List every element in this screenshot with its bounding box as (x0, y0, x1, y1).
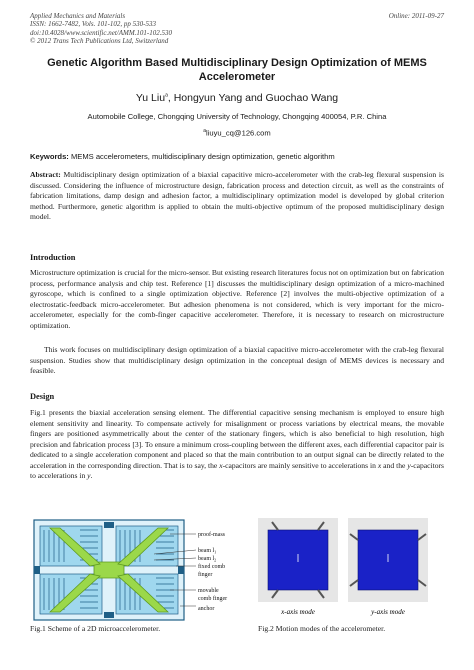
design-paragraph: Fig.1 presents the biaxial acceleration sensing element. The differential capacitive sensing mechanism is employed to ensure high element sensitivity and linearity. To compensate actively for misalignment or process variations by electrical means, the movable fingers are positioned asymmetrically about the center of the stationary fingers, which is also beneficial to high resolution, high precision and fabrication process [3]. To ensure a minimum cross-coupling between the different axes, each differential capacitor pair is dedicated to a single acceleration component and placed so that the main contribution to an output signal can be directly related to the acceleration in the corresponding direction. That is to say, the x-capacitors are mainly sensitive to accelerations in x and the y-capacitors to accelerations in y. (30, 408, 444, 480)
introduction-heading: Introduction (30, 253, 76, 262)
label-beam-l1: beam $l_1$ (198, 548, 217, 555)
email: $^a$liuyu_cq@126.com (203, 128, 271, 138)
x-axis-mode-label: x-axis mode (281, 608, 315, 616)
affiliation: Automobile College, Chongqing University of Technology, Chongqing 400054, P.R. China $^a$liuyu_cq@126.com (30, 110, 444, 141)
introduction-paragraph-1: Microstructure optimization is crucial for the micro-sensor. But existing research literatures focus not on optimization but on fabrication process, performance analysis and chip test. Reference [1] discusses the multidisciplinary design optimization of a micro-machined gyroscope, which is confined to a single optimization objective. Reference [2] involves the multi-objective optimization of a electrostatic-feedback micro-accelerometer. But adhesion phenomena is not considered, which is very important for the micro-accelerometer, especially for the comb-finger capacitive accelerometer. Therefore, it is necessary to research on microstructure optimization. (30, 268, 444, 330)
figure-1-caption: Fig.1 Scheme of a 2D microaccelerometer. (30, 624, 161, 633)
y-axis-mode-label: y-axis mode (371, 608, 405, 616)
online-date: Online: 2011-09-27 (388, 12, 444, 20)
label-movable-finger: comb finger (198, 596, 228, 602)
abstract-paragraph: Abstract: Multidisciplinary design optimization of a biaxial capacitive micro-accelerometer with the crab-leg flexural suspension is discussed. Considering the influence of microstructure design, fabrication process and detection circuit, as well as the constraints of fabrication limitations, damp design and adhesion factor, a multidisciplinary optimization model is developed by global criterion method. Furthermore, genetic algorithm is applied to obtain the multi-objective optimum of the proposed multidisciplinary design model. (30, 170, 444, 221)
label-fixed-finger: finger (198, 572, 213, 578)
x-axis-mode-panel (258, 518, 338, 602)
label-anchor: anchor (198, 606, 215, 612)
issn-line: ISSN: 1662-7482, Vols. 101-102, pp 530-533 (30, 20, 156, 29)
figure-1-accelerometer-scheme (30, 518, 252, 622)
paper-title: Genetic Algorithm Based Multidisciplinary Design Optimization of MEMS Accelerometer (47, 57, 427, 83)
keywords: Keywords: MEMS accelerometers, multidisciplinary design optimization, genetic algorithm (30, 152, 335, 161)
y-axis-mode-panel (348, 518, 428, 602)
introduction-paragraph-2: This work focuses on multidisciplinary design optimization of a biaxial capacitive micro-accelerometer with the crab-leg flexural suspension. Studies show that multidisciplinary design optimization in the conceptual design of MEMS devices is necessary and feasible. (30, 345, 444, 375)
design-heading: Design (30, 392, 55, 401)
journal-name: Applied Mechanics and Materials (30, 12, 126, 20)
label-movable: movable (198, 588, 219, 594)
author-list: Yu Liu$^a$, Hongyun Yang and Guochao Wang (135, 92, 339, 104)
journal-header (30, 12, 172, 46)
label-proof-mass: proof-mass (198, 532, 225, 538)
doi-line: doi:10.4028/www.scientific.net/AMM.101-102.530 (30, 28, 172, 37)
figure-2-motion-modes (258, 518, 428, 622)
figure-2-caption: Fig.2 Motion modes of the accelerometer. (258, 624, 386, 633)
copyright-line: © 2012 Trans Tech Publications Ltd, Switzerland (30, 37, 169, 46)
label-fixed-comb: fixed comb (198, 564, 226, 570)
label-beam-l2: beam $l_2$ (198, 556, 217, 563)
